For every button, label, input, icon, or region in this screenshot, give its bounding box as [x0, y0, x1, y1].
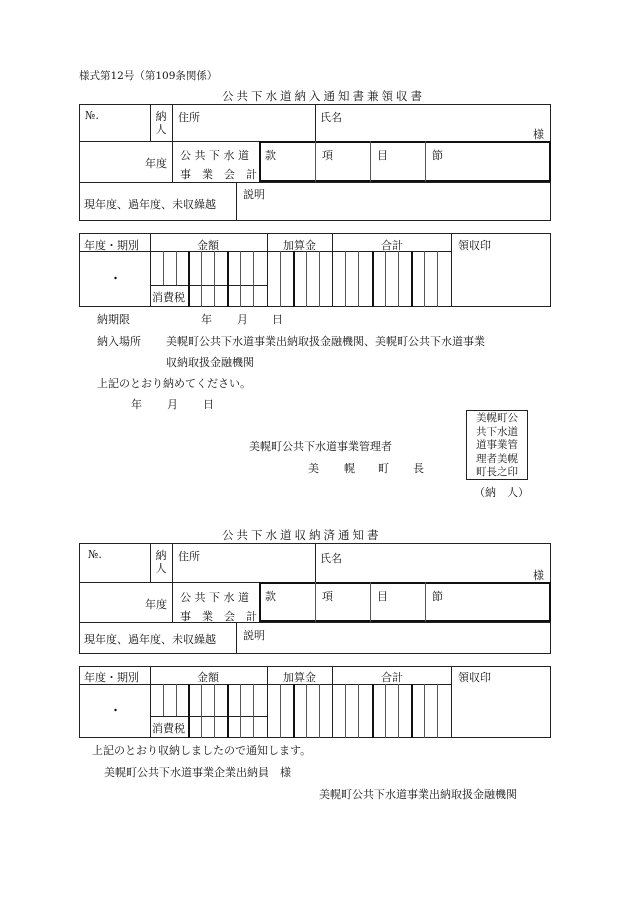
receipt-addressee: 美幌町公共下水道事業企業出納員 様 [104, 766, 291, 779]
mayor-char-4: 長 [413, 462, 424, 475]
receipt-year-type: 現年度、過年度、未収繰越 [84, 633, 216, 646]
receipt-period-dot: ・ [110, 704, 121, 717]
receipt-description-label: 説明 [243, 629, 265, 642]
mayor-char-3: 町 [378, 462, 389, 475]
receipt-title: 公共下水道収納済通知書 [222, 528, 382, 542]
seal-line-4: 理者美幌 [476, 452, 518, 465]
account-kou: 項 [322, 149, 333, 162]
seal-caption: （納 人） [474, 486, 529, 499]
year-type: 現年度、過年度、未収繰越 [84, 198, 216, 211]
seal-line-5: 町長之印 [476, 466, 518, 478]
receipt-payer-label: 納人 [155, 549, 167, 575]
request-text: 上記のとおり納めてください。 [97, 377, 251, 390]
business-line2: 事 業 会 計 [180, 168, 257, 181]
notice-title: 公共下水道納入通知書兼領収書 [222, 89, 425, 103]
receipt-header-year-period: 年度・期別 [84, 671, 139, 684]
form-number: 様式第12号（第109条関係） [79, 70, 218, 82]
header-receipt-stamp: 領収印 [458, 239, 491, 252]
seal-line-3: 道事業管 [476, 439, 518, 451]
header-surcharge: 加算金 [283, 239, 316, 252]
receipt-name-label: 氏名 [320, 552, 342, 565]
receipt-honorific: 様 [533, 569, 544, 582]
deadline-label: 納期限 [97, 313, 130, 326]
payment-place-label: 納入場所 [97, 335, 141, 348]
receipt-business-line2: 事 業 会 計 [180, 610, 257, 623]
date-day: 日 [203, 398, 214, 411]
honorific: 様 [533, 128, 544, 141]
manager-label: 美幌町公共下水道事業管理者 [249, 440, 392, 453]
deadline-month: 月 [237, 313, 248, 326]
receipt-account-kan: 款 [265, 590, 276, 603]
fiscal-year-label: 年度 [145, 157, 167, 170]
receipt-account-kou: 項 [322, 590, 333, 603]
receipt-account-setsu: 節 [432, 590, 443, 603]
date-year: 年 [131, 398, 142, 411]
description-label: 説明 [243, 188, 265, 201]
mayor-char-2: 幌 [344, 462, 355, 475]
deadline-year: 年 [201, 313, 212, 326]
receipt-notice-text: 上記のとおり収納しましたので通知します。 [92, 744, 312, 757]
receipt-address-label: 住所 [178, 550, 200, 563]
business-line1: 公 共 下 水 道 [180, 149, 249, 162]
period-dot: ・ [110, 272, 121, 285]
receipt-account-moku: 目 [377, 590, 388, 603]
date-month: 月 [167, 398, 178, 411]
name-label: 氏名 [320, 111, 342, 124]
receipt-header-amount: 金額 [197, 671, 219, 684]
consumption-tax-label: 消費税 [152, 291, 185, 304]
receipt-business-line1: 公 共 下 水 道 [180, 591, 249, 604]
account-moku: 目 [377, 149, 388, 162]
payment-place-line1: 美幌町公共下水道事業出納取扱金融機関、美幌町公共下水道事業 [166, 335, 485, 348]
receipt-consumption-tax-label: 消費税 [152, 722, 185, 735]
no-label: №. [85, 109, 99, 122]
header-total: 合計 [381, 239, 403, 252]
header-year-period: 年度・期別 [84, 239, 139, 252]
mayor-char-1: 美 [308, 462, 319, 475]
account-kan: 款 [265, 149, 276, 162]
address-label: 住所 [178, 111, 200, 124]
receipt-no-label: №. [88, 548, 102, 561]
official-seal [466, 410, 528, 480]
receipt-account-code-box [259, 582, 551, 622]
receipt-sender: 美幌町公共下水道事業出納取扱金融機関 [319, 788, 517, 801]
receipt-header-surcharge: 加算金 [283, 671, 316, 684]
seal-line-2: 共下水道 [476, 425, 518, 438]
payment-place-line2: 収納取扱金融機関 [166, 356, 254, 369]
header-amount: 金額 [197, 239, 219, 252]
account-code-box [259, 141, 551, 182]
receipt-header-total: 合計 [381, 671, 403, 684]
account-setsu: 節 [432, 149, 443, 162]
payer-label: 納人 [155, 110, 167, 136]
deadline-day: 日 [272, 313, 283, 326]
receipt-header-receipt-stamp: 領収印 [458, 671, 491, 684]
receipt-fiscal-year-label: 年度 [145, 598, 167, 611]
seal-line-1: 美幌町公 [476, 412, 518, 424]
